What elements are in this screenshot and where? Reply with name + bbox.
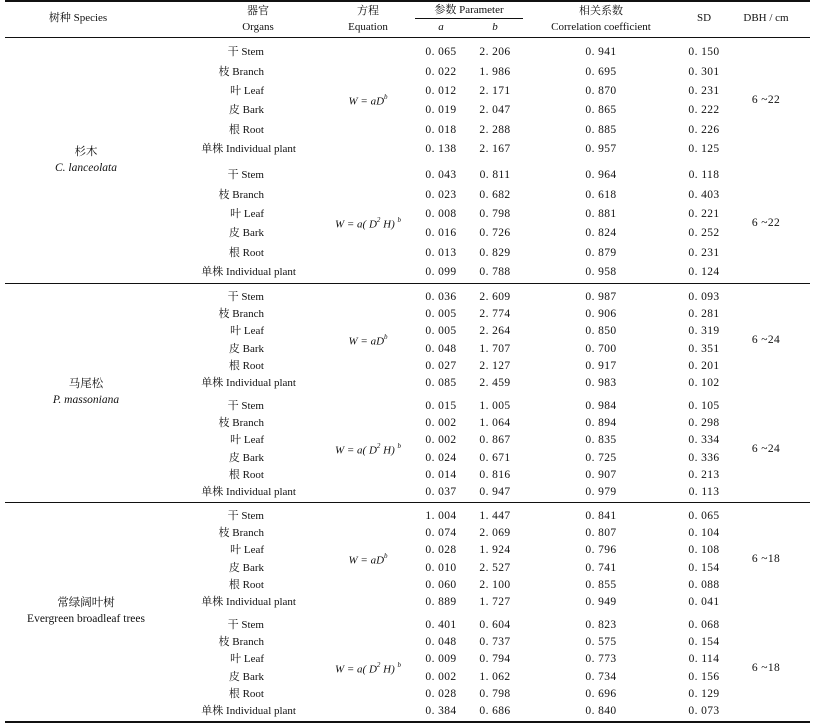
organ-label: 根 Root (228, 123, 264, 136)
param-b-value: 0. 867 (479, 434, 511, 447)
organ-label: 枝 Branch (218, 527, 264, 540)
param-a-value: 0. 048 (425, 342, 457, 355)
sd-value: 0. 068 (688, 619, 720, 632)
organ-label: 皮 Bark (228, 342, 264, 355)
param-a-value: 0. 023 (425, 188, 457, 201)
organ-label: 皮 Bark (228, 670, 264, 683)
param-b-value: 1. 447 (479, 510, 511, 523)
sd-value: 0. 108 (688, 544, 720, 557)
param-b-value: 2. 047 (479, 104, 511, 117)
equation-mid: H) (380, 218, 398, 231)
species-name-en (27, 614, 145, 626)
sd-value: 0. 124 (688, 265, 720, 278)
sd-value: 0. 118 (688, 169, 720, 182)
sd-value: 0. 403 (688, 188, 720, 201)
header-param-a: a (438, 21, 444, 33)
equation-exponent: b (384, 93, 388, 101)
correlation-value: 0. 840 (585, 704, 617, 717)
param-b-value: 2. 069 (479, 527, 511, 540)
correlation-value: 0. 894 (585, 417, 617, 430)
param-b-value: 0. 816 (479, 468, 511, 481)
species-name-cn: 常绿阔叶树 (57, 597, 115, 609)
organ-label: 单株 Individual plant (201, 376, 296, 389)
sd-value: 0. 114 (688, 653, 720, 666)
equation-lhs: W = a( D (334, 663, 377, 676)
correlation-value: 0. 725 (585, 451, 617, 464)
param-b-value: 2. 609 (479, 291, 511, 304)
param-b-value: 2. 459 (479, 376, 511, 389)
correlation-value: 0. 618 (585, 188, 617, 201)
organ-label: 枝 Branch (218, 636, 264, 649)
param-a-value: 0. 401 (425, 619, 457, 632)
param-b-value: 0. 829 (479, 246, 511, 259)
equation-mid: H) (380, 444, 398, 457)
param-a-value: 1. 004 (425, 510, 457, 523)
correlation-value: 0. 957 (585, 142, 617, 155)
sd-value: 0. 156 (688, 670, 720, 683)
correlation-value: 0. 907 (585, 468, 617, 481)
header-species: 树种 Species (48, 12, 108, 24)
sd-value: 0. 150 (688, 46, 720, 59)
header-organs-cn: 器官 (247, 5, 269, 17)
sd-value: 0. 301 (688, 65, 720, 78)
species-name-en-text: P. massoniana (52, 394, 120, 406)
equation-lhs: W = a( D (334, 218, 377, 231)
header-equation-en: Equation (348, 21, 388, 33)
header-dbh: DBH / cm (743, 12, 789, 24)
organ-label: 根 Root (228, 468, 264, 481)
correlation-value: 0. 964 (585, 169, 617, 182)
correlation-value: 0. 807 (585, 527, 617, 540)
sd-value: 0. 221 (688, 207, 720, 220)
param-b-value: 0. 682 (479, 188, 511, 201)
sd-value: 0. 231 (688, 84, 720, 97)
species-name-cn: 杉木 (74, 145, 98, 158)
organ-label: 单株 Individual plant (201, 595, 296, 608)
correlation-value: 0. 983 (585, 376, 617, 389)
param-a-value: 0. 012 (425, 84, 457, 97)
param-a-value: 0. 015 (425, 400, 457, 413)
param-b-value: 0. 798 (479, 207, 511, 220)
organ-label: 叶 Leaf (230, 84, 264, 97)
param-a-value: 0. 005 (425, 308, 457, 321)
sd-value: 0. 154 (688, 561, 720, 574)
sd-value: 0. 102 (688, 376, 720, 389)
param-b-value: 1. 005 (479, 400, 511, 413)
param-a-value: 0. 028 (425, 687, 457, 700)
param-a-value: 0. 008 (425, 207, 457, 220)
sd-value: 0. 334 (688, 434, 720, 447)
equation-lhs: W = aD (348, 335, 385, 348)
organ-label: 叶 Leaf (230, 207, 264, 220)
param-a-value: 0. 002 (425, 417, 457, 430)
param-b-value: 0. 686 (479, 704, 511, 717)
param-a-value: 0. 060 (425, 578, 457, 591)
param-a-value: 0. 037 (425, 485, 457, 498)
organ-label: 枝 Branch (218, 65, 264, 78)
equation-formula (334, 441, 402, 457)
table-bottom-rule (5, 721, 810, 723)
correlation-value: 0. 949 (585, 595, 617, 608)
param-b-value: 0. 671 (479, 451, 511, 464)
param-b-value: 1. 062 (479, 670, 511, 683)
param-b-value: 1. 924 (479, 544, 511, 557)
correlation-value: 0. 773 (585, 653, 617, 666)
param-a-value: 0. 010 (425, 561, 457, 574)
organ-label: 单株 Individual plant (201, 265, 296, 278)
equation-sup-2: 2 (376, 660, 381, 669)
species-name-en (53, 395, 119, 407)
organ-label: 干 Stem (227, 619, 264, 632)
param-b-value: 0. 737 (479, 636, 511, 649)
correlation-value: 0. 855 (585, 578, 617, 591)
sd-value: 0. 336 (688, 451, 720, 464)
correlation-value: 0. 906 (585, 308, 617, 321)
equation-mid: H) (380, 663, 398, 676)
header-parameter: 参数 Parameter (434, 4, 504, 16)
param-b-value: 1. 727 (479, 595, 511, 608)
organ-label: 单株 Individual plant (201, 142, 296, 155)
organ-label: 枝 Branch (218, 188, 264, 201)
header-organs-en: Organs (242, 21, 274, 33)
param-b-value: 0. 794 (479, 653, 511, 666)
equation-exponent: b (397, 441, 402, 450)
equation-lhs: W = aD (348, 554, 385, 567)
sd-value: 0. 073 (688, 704, 720, 717)
dbh-range: 6 ~24 (751, 333, 781, 346)
param-a-value: 0. 074 (425, 527, 457, 540)
header-correlation-en: Correlation coefficient (551, 21, 651, 33)
species-name-en-text: C. lanceolata (55, 161, 117, 174)
sd-value: 0. 226 (688, 123, 720, 136)
equation-lhs: W = a( D (334, 444, 377, 457)
param-b-value: 0. 726 (479, 227, 511, 240)
param-a-value: 0. 138 (425, 142, 457, 155)
param-a-value: 0. 028 (425, 544, 457, 557)
species-name-en-text: Evergreen broadleaf trees (27, 613, 145, 625)
organ-label: 皮 Bark (228, 227, 264, 240)
species-name-en (55, 163, 117, 175)
dbh-range: 6 ~24 (751, 442, 781, 455)
param-b-value: 2. 288 (479, 123, 511, 136)
param-a-value: 0. 065 (425, 46, 457, 59)
param-a-value: 0. 036 (425, 291, 457, 304)
sd-value: 0. 129 (688, 687, 720, 700)
equation-exponent: b (397, 660, 402, 669)
param-b-value: 0. 788 (479, 265, 511, 278)
sd-value: 0. 213 (688, 468, 720, 481)
correlation-value: 0. 879 (585, 246, 617, 259)
equation-formula (334, 660, 402, 676)
param-a-value: 0. 027 (425, 359, 457, 372)
header-equation-cn: 方程 (357, 5, 379, 17)
param-a-value: 0. 022 (425, 65, 457, 78)
param-a-value: 0. 002 (425, 670, 457, 683)
equation-formula (348, 332, 388, 348)
param-b-value: 2. 206 (479, 46, 511, 59)
correlation-value: 0. 865 (585, 104, 617, 117)
sd-value: 0. 088 (688, 578, 720, 591)
param-b-value: 2. 774 (479, 308, 511, 321)
param-b-value: 0. 604 (479, 619, 511, 632)
param-a-value: 0. 018 (425, 123, 457, 136)
param-b-value: 1. 707 (479, 342, 511, 355)
param-a-value: 0. 024 (425, 451, 457, 464)
organ-label: 根 Root (228, 246, 264, 259)
sd-value: 0. 201 (688, 359, 720, 372)
organ-label: 单株 Individual plant (201, 485, 296, 498)
dbh-range: 6 ~18 (751, 661, 781, 674)
param-a-value: 0. 013 (425, 246, 457, 259)
organ-label: 枝 Branch (218, 308, 264, 321)
correlation-value: 0. 575 (585, 636, 617, 649)
dbh-range: 6 ~22 (751, 94, 781, 106)
sd-value: 0. 105 (688, 400, 720, 413)
correlation-value: 0. 881 (585, 207, 617, 220)
correlation-value: 0. 841 (585, 510, 617, 523)
param-a-value: 0. 043 (425, 169, 457, 182)
equation-sup-2: 2 (376, 441, 381, 450)
param-a-value: 0. 005 (425, 325, 457, 338)
param-b-value: 2. 264 (479, 325, 511, 338)
organ-label: 干 Stem (227, 400, 264, 413)
param-b-value: 1. 986 (479, 65, 511, 78)
organ-label: 干 Stem (227, 291, 264, 304)
param-a-value: 0. 019 (425, 104, 457, 117)
sd-value: 0. 298 (688, 417, 720, 430)
correlation-value: 0. 700 (585, 342, 617, 355)
dbh-range: 6 ~18 (751, 552, 781, 565)
correlation-value: 0. 796 (585, 544, 617, 557)
header-sd: SD (696, 12, 712, 24)
param-a-value: 0. 014 (425, 468, 457, 481)
correlation-value: 0. 850 (585, 325, 617, 338)
correlation-value: 0. 823 (585, 619, 617, 632)
equation-exponent: b (397, 216, 402, 224)
param-a-value: 0. 889 (425, 595, 457, 608)
dbh-range: 6 ~22 (751, 217, 781, 229)
species-divider-rule-1 (5, 283, 810, 284)
correlation-value: 0. 958 (585, 265, 617, 278)
param-b-value: 0. 798 (479, 687, 511, 700)
sd-value: 0. 231 (688, 246, 720, 259)
correlation-value: 0. 835 (585, 434, 617, 447)
param-a-value: 0. 099 (425, 265, 457, 278)
sd-value: 0. 125 (688, 142, 720, 155)
param-b-value: 1. 064 (479, 417, 511, 430)
param-a-value: 0. 048 (425, 636, 457, 649)
correlation-value: 0. 885 (585, 123, 617, 136)
equation-exponent: b (384, 551, 388, 560)
correlation-value: 0. 734 (585, 670, 617, 683)
correlation-value: 0. 741 (585, 561, 617, 574)
sd-value: 0. 041 (688, 595, 720, 608)
param-a-value: 0. 016 (425, 227, 457, 240)
organ-label: 干 Stem (227, 510, 264, 523)
sd-value: 0. 093 (688, 291, 720, 304)
equation-exponent: b (384, 332, 388, 341)
organ-label: 干 Stem (227, 46, 264, 59)
correlation-value: 0. 987 (585, 291, 617, 304)
param-b-value: 2. 171 (479, 84, 511, 97)
organ-label: 根 Root (228, 359, 264, 372)
correlation-value: 0. 696 (585, 687, 617, 700)
organ-label: 皮 Bark (228, 561, 264, 574)
param-a-value: 0. 002 (425, 434, 457, 447)
species-divider-rule-2 (5, 502, 810, 503)
equation-lhs: W = aD (348, 95, 385, 108)
correlation-value: 0. 979 (585, 485, 617, 498)
organ-label: 皮 Bark (228, 451, 264, 464)
table-top-rule (5, 0, 810, 2)
param-b-value: 2. 167 (479, 142, 511, 155)
param-b-value: 0. 947 (479, 485, 511, 498)
equation-formula (335, 218, 401, 231)
parameter-span-rule (415, 18, 523, 19)
organ-label: 叶 Leaf (230, 434, 264, 447)
organ-label: 叶 Leaf (230, 325, 264, 338)
correlation-value: 0. 824 (585, 227, 617, 240)
organ-label: 皮 Bark (228, 104, 264, 117)
param-b-value: 0. 811 (479, 169, 511, 182)
correlation-value: 0. 695 (585, 65, 617, 78)
sd-value: 0. 281 (688, 308, 720, 321)
sd-value: 0. 154 (688, 636, 720, 649)
sd-value: 0. 065 (688, 510, 720, 523)
species-name-cn: 马尾松 (68, 378, 104, 390)
organ-label: 叶 Leaf (230, 653, 264, 666)
header-param-b: b (492, 21, 498, 33)
sd-value: 0. 351 (688, 342, 720, 355)
param-a-value: 0. 085 (425, 376, 457, 389)
equation-formula (348, 95, 387, 108)
param-b-value: 2. 127 (479, 359, 511, 372)
param-b-value: 2. 100 (479, 578, 511, 591)
sd-value: 0. 252 (688, 227, 720, 240)
organ-label: 叶 Leaf (230, 544, 264, 557)
param-b-value: 2. 527 (479, 561, 511, 574)
sd-value: 0. 222 (688, 104, 720, 117)
correlation-value: 0. 984 (585, 400, 617, 413)
correlation-value: 0. 941 (585, 46, 617, 59)
equation-formula (348, 551, 388, 567)
organ-label: 根 Root (228, 578, 264, 591)
sd-value: 0. 113 (688, 485, 720, 498)
correlation-value: 0. 917 (585, 359, 617, 372)
header-bottom-rule (5, 37, 810, 38)
organ-label: 单株 Individual plant (201, 704, 296, 717)
organ-label: 枝 Branch (218, 417, 264, 430)
correlation-value: 0. 870 (585, 84, 617, 97)
param-a-value: 0. 009 (425, 653, 457, 666)
sd-value: 0. 104 (688, 527, 720, 540)
sd-value: 0. 319 (688, 325, 720, 338)
header-correlation-cn: 相关系数 (579, 5, 623, 17)
param-a-value: 0. 384 (425, 704, 457, 717)
organ-label: 干 Stem (227, 169, 264, 182)
organ-label: 根 Root (228, 687, 264, 700)
equation-sup-2: 2 (376, 216, 381, 224)
